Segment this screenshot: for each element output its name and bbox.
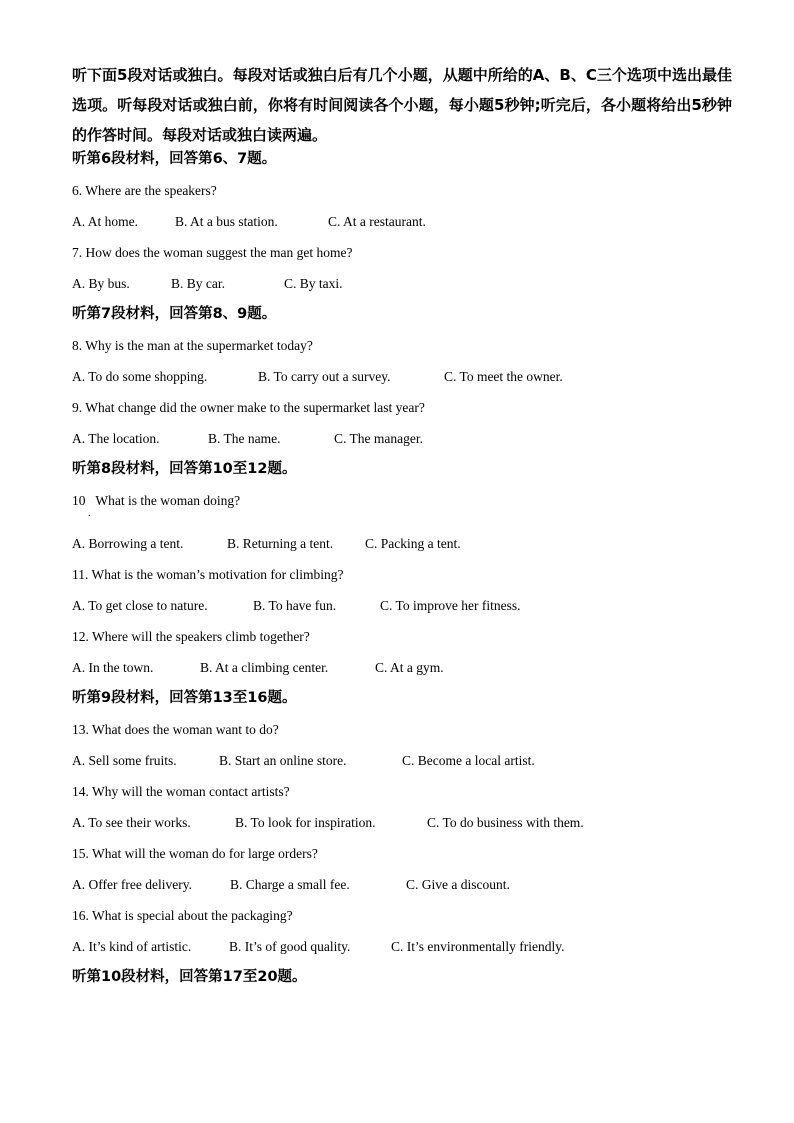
question-12: 12. Where will the speakers climb together? [72,629,310,644]
option-b: B. It’s of good quality. [229,939,351,954]
section-heading-8: 听第8段材料，回答第10至12题。 [72,461,297,477]
option-c: C. To do business with them. [427,815,584,830]
option-c: C. Become a local artist. [402,753,535,768]
option-a: A. Borrowing a tent. [72,536,184,551]
question-15: 15. What will the woman do for large orders? [72,846,318,861]
option-a: A. Offer free delivery. [72,877,192,892]
options-8 [72,368,732,385]
options-9 [72,430,732,447]
option-c: C. It’s environmentally friendly. [391,939,565,954]
section-heading-9: 听第9段材料，回答第13至16题。 [72,690,297,706]
section-heading-10: 听第10段材料，回答第17至20题。 [72,969,307,985]
option-b: B. To carry out a survey. [258,369,391,384]
question-6: 6. Where are the speakers? [72,183,217,198]
options-15 [72,876,732,893]
option-a: A. By bus. [72,276,130,291]
options-6 [72,213,732,230]
option-b: B. To have fun. [253,598,337,613]
option-a: A. In the town. [72,660,154,675]
options-16 [72,938,732,955]
question-10: 10 What is the woman doing? [72,493,241,508]
option-a: A. At home. [72,214,138,229]
options-11 [72,597,732,614]
option-b: B. By car. [171,276,225,291]
question-11: 11. What is the woman’s motivation for climbing? [72,567,344,582]
option-c: C. The manager. [334,431,423,446]
option-c: C. Packing a tent. [365,536,461,551]
option-b: B. To look for inspiration. [235,815,376,830]
option-a: A. To get close to nature. [72,598,208,613]
question-16: 16. What is special about the packaging? [72,908,293,923]
option-b: B. At a bus station. [175,214,278,229]
question-8: 8. Why is the man at the supermarket today? [72,338,313,353]
option-c: C. At a gym. [375,660,444,675]
option-b: B. Start an online store. [219,753,347,768]
option-a: A. The location. [72,431,160,446]
options-14 [72,814,732,831]
question-9: 9. What change did the owner make to the supermarket last year? [72,400,425,415]
options-13 [72,752,732,769]
option-b: B. Charge a small fee. [230,877,350,892]
option-a: A. To see their works. [72,815,191,830]
question-14: 14. Why will the woman contact artists? [72,784,290,799]
option-a: A. To do some shopping. [72,369,208,384]
section-heading-6: 听第6段材料，回答第6、7题。 [72,151,277,167]
option-b: B. At a climbing center. [200,660,329,675]
options-10 [72,535,732,552]
option-c: C. By taxi. [284,276,343,291]
document-content [72,60,732,986]
options-12 [72,659,732,676]
stray-dot: . [88,508,91,519]
option-a: A. It’s kind of artistic. [72,939,192,954]
option-c: C. To improve her fitness. [380,598,521,613]
option-b: B. The name. [208,431,281,446]
question-7: 7. How does the woman suggest the man get home? [72,245,353,260]
section-heading-7: 听第7段材料，回答第8、9题。 [72,306,277,322]
option-a: A. Sell some fruits. [72,753,177,768]
option-c: C. To meet the owner. [444,369,563,384]
options-7 [72,275,732,292]
option-c: C. At a restaurant. [328,214,426,229]
option-b: B. Returning a tent. [227,536,334,551]
instructions-paragraph: 听下面5段对话或独白。每段对话或独白后有几个小题，从题中所给的A、B、C三个选项中选出最佳选项。听每段对话或独白前，你将有时间阅读各个小题，每小题5秒钟;听完后，各小题将给出5秒钟的作答时间。每段对话或独白读两遍。 [72,66,732,144]
question-13: 13. What does the woman want to do? [72,722,279,737]
option-c: C. Give a discount. [406,877,510,892]
